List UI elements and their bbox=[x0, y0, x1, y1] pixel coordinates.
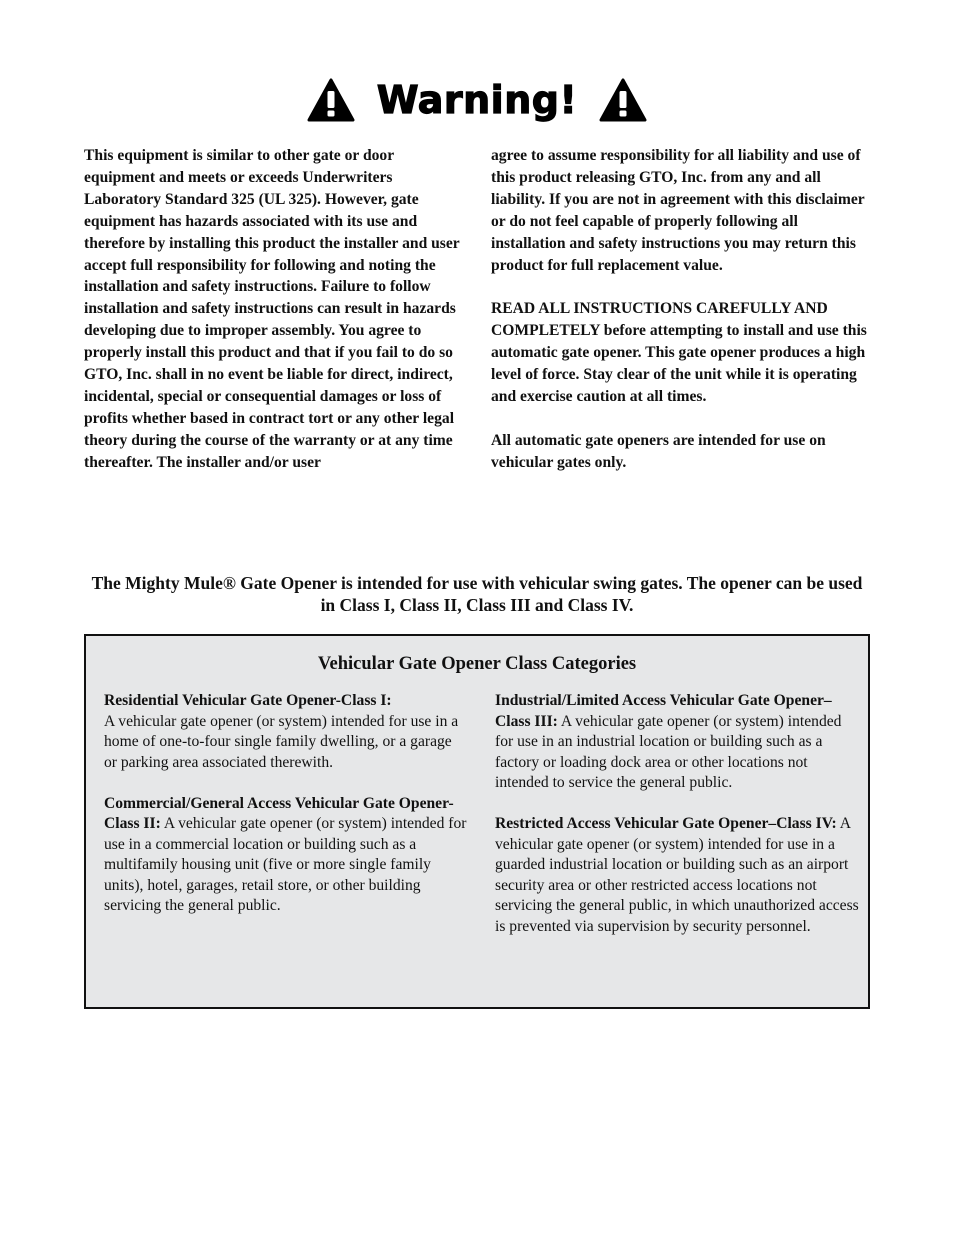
warning-paragraph: This equipment is similar to other gate or door equipment and meets or exceeds Underwriters Laboratory Standard 325 (UL 325). However, gate equipment has hazards associated with its use and therefore by installing this product the installer and user accept full responsibility for following and noting the installation and safety instructions. Failure to follow installation and safety instructions can result in hazards developing due to improper assembly. You agree to properly install this product and that if you fail to do so GTO, Inc. shall in no event be liable for direct, indirect, incidental, special or consequential damages or loss of profits whether based in contract tort or any other legal theory during the course of the warranty or at any time thereafter. The installer and/or user bbox=[84, 147, 460, 471]
class-term: Restricted Access Vehicular Gate Opener–Class IV: bbox=[495, 815, 837, 832]
warning-title: Warning! bbox=[376, 78, 578, 122]
class-definition bbox=[104, 794, 468, 917]
class-term: Residential Vehicular Gate Opener-Class I: bbox=[104, 692, 392, 709]
warning-text-right-column bbox=[491, 145, 875, 495]
vehicular-gates-paragraph: All automatic gate openers are intended for use on vehicular gates only. bbox=[491, 431, 826, 471]
class-description: A vehicular gate opener (or system) intended for use in a guarded industrial location or building such as an airport security area or other restricted access locations not servicing the general public, in which unauthorized access is prevented via supervision by security personnel. bbox=[495, 815, 859, 935]
class-definition bbox=[495, 691, 859, 794]
class-description: A vehicular gate opener (or system) intended for use in a commercial location or building such as a multifamily housing unit (five or more single family units), hotel, garages, retail store, or other building servicing the general public. bbox=[104, 815, 467, 914]
class-categories-right-column bbox=[495, 691, 859, 958]
warning-paragraph: agree to assume responsibility for all liability and use of this product releasing GTO, Inc. from any and all liability. If you are not in agreement with this disclaimer or do not feel capable of properly following all installation and safety instructions you may return this product for full replacement value. bbox=[491, 147, 865, 274]
read-instructions-paragraph: READ ALL INSTRUCTIONS CAREFULLY AND COMPLETELY before attempting to install and use this automatic gate opener. This gate opener produces a high level of force. Stay clear of the unit while it is operating and exercise caution at all times. bbox=[491, 300, 867, 405]
warning-triangle-icon bbox=[307, 78, 355, 122]
class-term: Commercial/General Access Vehicular Gate Opener-Class II: bbox=[104, 794, 454, 832]
class-description: A vehicular gate opener (or system) intended for use in a home of one-to-four single family dwelling, or a garage or parking area associated therewith. bbox=[104, 712, 459, 771]
warning-header bbox=[0, 72, 954, 128]
class-categories-title: Vehicular Gate Opener Class Categories bbox=[317, 654, 637, 674]
intro-statement: The Mighty Mule® Gate Opener is intended for use with vehicular swing gates. The opener can be used in Class I, Class II, Class III and Class IV. bbox=[91, 573, 863, 615]
class-term: Industrial/Limited Access Vehicular Gate Opener–Class III: bbox=[495, 692, 832, 730]
class-categories-left-column bbox=[104, 691, 468, 937]
warning-text-left-column bbox=[84, 145, 468, 495]
warning-triangle-icon bbox=[599, 78, 647, 122]
class-definition bbox=[104, 691, 468, 773]
class-description: A vehicular gate opener (or system) intended for use in an industrial location or building such as a factory or loading dock area or other locations not intended to service the general public. bbox=[495, 712, 842, 791]
class-definition bbox=[495, 814, 859, 937]
class-categories-box bbox=[84, 634, 870, 1009]
